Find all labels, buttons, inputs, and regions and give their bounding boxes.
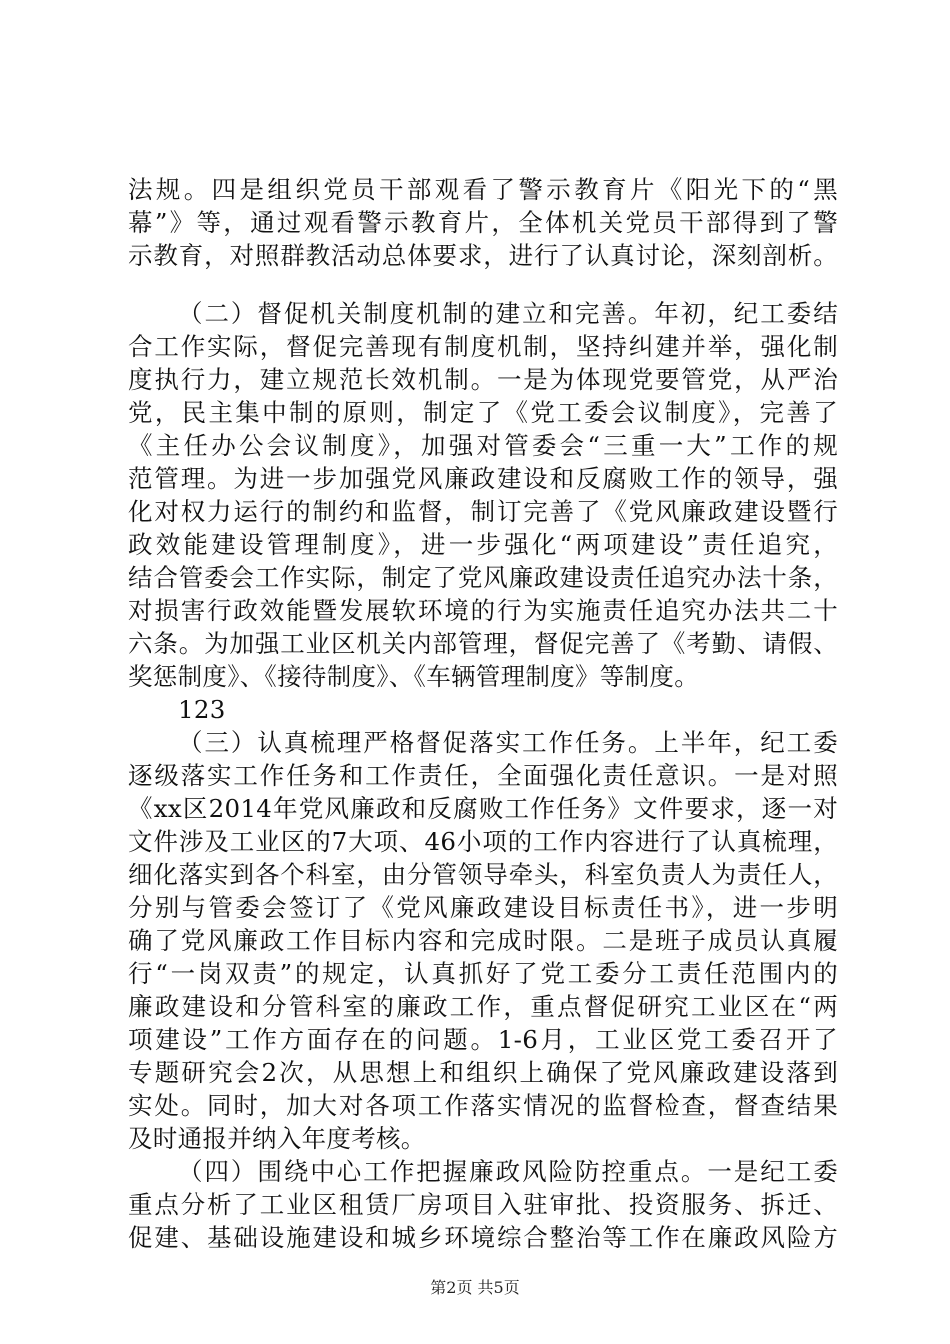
text-line: （三）认真梳理严格督促落实工作任务。上半年，纪工委 bbox=[178, 728, 838, 757]
text-line: （四）围绕中心工作把握廉政风险防控重点。一是纪工委 bbox=[178, 1157, 838, 1186]
text-line: 廉政建设和分管科室的廉政工作，重点督促研究工业区在“两 bbox=[128, 992, 838, 1021]
text-line: 六条。为加强工业区机关内部管理，督促完善了《考勤、请假、 bbox=[128, 629, 838, 658]
text-line: 范管理。为进一步加强党风廉政建设和反腐败工作的领导，强 bbox=[128, 464, 838, 493]
text-line: 奖惩制度》、《接待制度》、《车辆管理制度》等制度。 bbox=[128, 662, 699, 691]
text-line: 对损害行政效能暨发展软环境的行为实施责任追究办法共二十 bbox=[128, 596, 838, 625]
text-line: 细化落实到各个科室，由分管领导牵头，科室负责人为责任人， bbox=[128, 860, 838, 889]
text-line: 示教育，对照群教活动总体要求，进行了认真讨论，深刻剖析。 bbox=[128, 241, 838, 270]
text-line: 政效能建设管理制度》，进一步强化“两项建设”责任追究， bbox=[128, 530, 838, 559]
text-line: 行“一岗双责”的规定，认真抓好了党工委分工责任范围内的 bbox=[128, 959, 838, 988]
text-line: 化对权力运行的制约和监督，制订完善了《党风廉政建设暨行 bbox=[128, 497, 838, 526]
text-line: 党，民主集中制的原则，制定了《党工委会议制度》，完善了 bbox=[128, 398, 838, 427]
text-line: 及时通报并纳入年度考核。 bbox=[128, 1124, 426, 1153]
page-number-artifact: 123 bbox=[178, 695, 226, 724]
text-line: 确了党风廉政工作目标内容和完成时限。二是班子成员认真履 bbox=[128, 926, 838, 955]
text-line: 逐级落实工作任务和工作责任，全面强化责任意识。一是对照 bbox=[128, 761, 838, 790]
text-line: 结合管委会工作实际，制定了党风廉政建设责任追究办法十条， bbox=[128, 563, 838, 592]
text-line: 专题研究会2次，从思想上和组织上确保了党风廉政建设落到 bbox=[128, 1058, 838, 1087]
text-line: 合工作实际，督促完善现有制度机制，坚持纠建并举，强化制 bbox=[128, 332, 838, 361]
text-line: 重点分析了工业区租赁厂房项目入驻审批、投资服务、拆迁、 bbox=[128, 1190, 838, 1219]
text-line: 幕”》等，通过观看警示教育片，全体机关党员干部得到了警 bbox=[128, 208, 838, 237]
text-line: 项建设”工作方面存在的问题。1-6月，工业区党工委召开了 bbox=[128, 1025, 838, 1054]
text-line: 《主任办公会议制度》，加强对管委会“三重一大”工作的规 bbox=[128, 431, 838, 460]
text-line: 法规。四是组织党员干部观看了警示教育片《阳光下的“黑 bbox=[128, 175, 838, 204]
text-line: （二）督促机关制度机制的建立和完善。年初，纪工委结 bbox=[178, 299, 838, 328]
page-footer: 第2页 共5页 bbox=[430, 1278, 520, 1297]
text-line: 文件涉及工业区的7大项、46小项的工作内容进行了认真梳理， bbox=[128, 827, 838, 856]
text-line: 促建、基础设施建设和城乡环境综合整治等工作在廉政风险方 bbox=[128, 1223, 838, 1252]
text-line: 实处。同时，加大对各项工作落实情况的监督检查，督查结果 bbox=[128, 1091, 838, 1120]
text-line: 分别与管委会签订了《党风廉政建设目标责任书》，进一步明 bbox=[128, 893, 838, 922]
text-line: 《xx区2014年党风廉政和反腐败工作任务》文件要求，逐一对 bbox=[128, 794, 838, 823]
text-line: 度执行力，建立规范长效机制。一是为体现党要管党，从严治 bbox=[128, 365, 838, 394]
